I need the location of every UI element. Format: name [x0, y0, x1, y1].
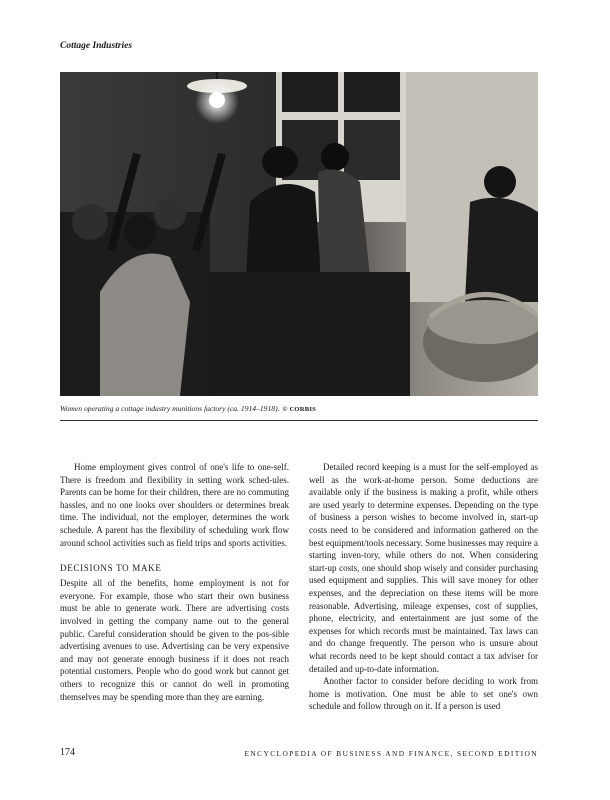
- page-number: 174: [60, 747, 75, 758]
- body-paragraph: Detailed record keeping is a must for the self-employed as well as the work-at-home person. Some deductions are available only if the business is making a profit, while others are used yearly to determine expenses. Depending on the type of business a person wishes to become involved in, start-up costs need to be considered and information gathered on the best equipment/tools necessary. Some businesses may require a starting inven-tory, while others do not. When considering start-up costs, one should shop wisely and consider purchasing used equipment and supplies. This will save money for other expenses, and the depreciation on these items will be more reasonable. Advertising, mileage expenses, cost of supplies, phone, electricity, and entertainment are just some of the expenses for which records must be maintained. Tax laws can and do change frequently. The person who is unsure about what records need to be kept should contact a tax adviser for detailed and up-to-date information.: [309, 462, 538, 674]
- body-paragraph: Home employment gives control of one's life to one-self. There is freedom and flexibility in setting work sched-ules. Parents can be home for their children, there are no commuting hassles, and no one looks over shoulders or determines break time. The individual, not the employer, determines the work schedule. A parent has the flexibility of scheduling work flow around school activities such as field trips and sports activities.: [60, 462, 289, 548]
- factory-photo: [60, 72, 538, 396]
- section-heading: DECISIONS TO MAKE: [60, 563, 162, 574]
- left-column: [60, 461, 289, 703]
- photo-credit: © CORBIS: [282, 406, 316, 413]
- body-paragraph: Another factor to consider before deciding to work from home is motivation. One must be able to set one's own schedule and follow through on it. If a person is used: [309, 676, 538, 712]
- caption-rule: [60, 420, 538, 421]
- right-column: [309, 461, 538, 713]
- caption-text: Women operating a cottage industry munitions factory (ca. 1914–1918).: [60, 404, 280, 413]
- body-paragraph: Despite all of the benefits, home employment is not for everyone. For example, those who start their own business must be able to generate work. There are advertising costs involved in getting the company name out to the general public. Careful consideration should be given to the pos-sible advertising avenues to use. Advertising can be very expensive and may not generate enough business if it does not reach potential customers. People who do good work but cannot get others to recognize this or cannot do well in promoting themselves may be spending more than they are earning.: [60, 578, 289, 702]
- photo-caption: [60, 404, 538, 413]
- running-head: Cottage Industries: [60, 41, 133, 51]
- book-title: ENCYCLOPEDIA OF BUSINESS AND FINANCE, SECOND EDITION: [244, 749, 538, 758]
